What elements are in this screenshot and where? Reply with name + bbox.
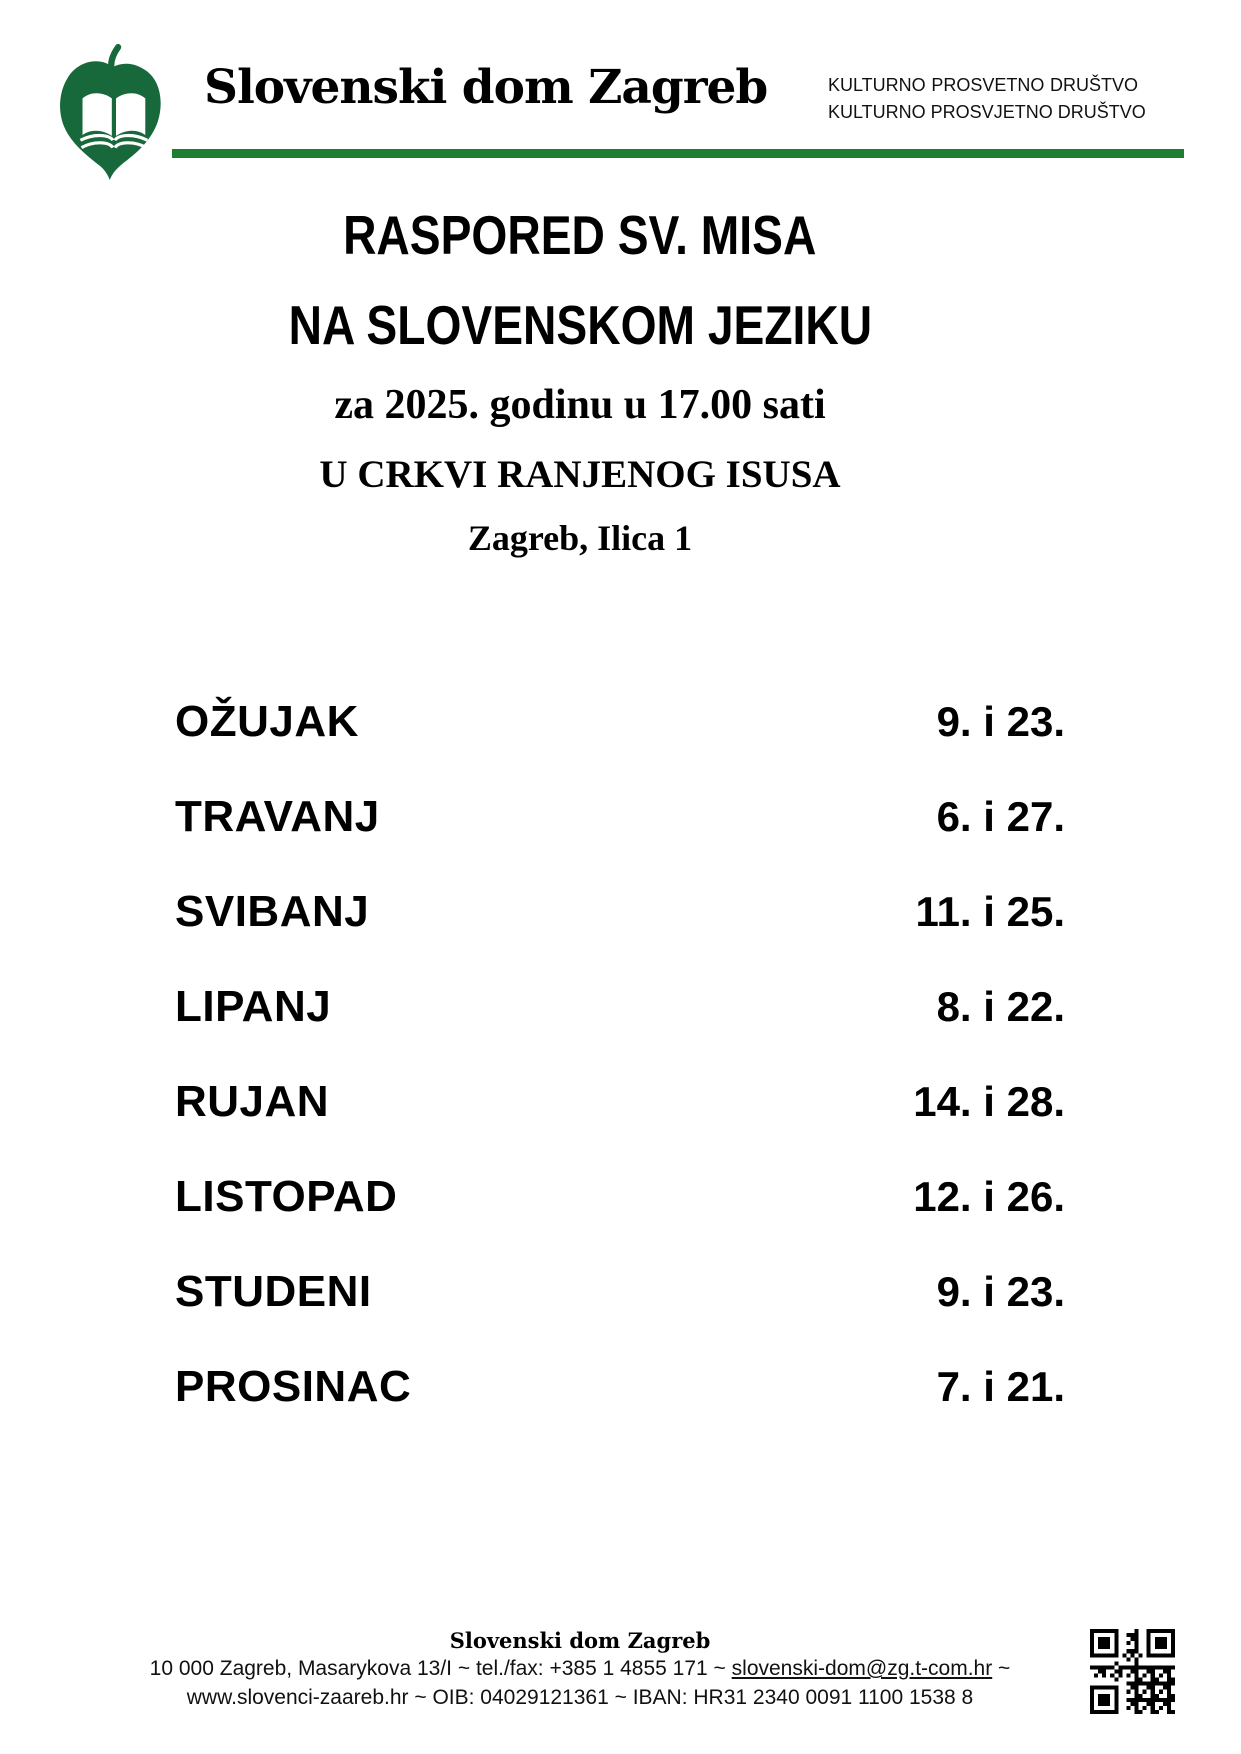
month-cell: LIPANJ bbox=[175, 982, 332, 1031]
title-line-1: RASPORED SV. MISA bbox=[343, 204, 817, 266]
schedule-row bbox=[175, 982, 1065, 1030]
footer-contact-line1 bbox=[0, 1657, 1160, 1681]
title-line-4: U CRKVI RANJENOG ISUSA bbox=[319, 453, 841, 496]
dates-cell: 11. i 25. bbox=[915, 888, 1065, 935]
footer-contact-line2: www.slovenci-zaareb.hr ~ OIB: 04029121361 ~ IBAN: HR31 2340 0091 1100 1538 8 bbox=[186, 1686, 974, 1709]
footer-line1-suffix: ~ bbox=[992, 1657, 1011, 1680]
title-line-2: NA SLOVENSKOM JEZIKU bbox=[288, 294, 872, 356]
schedule-row bbox=[175, 792, 1065, 840]
brand-title: Slovenski dom Zagreb bbox=[204, 60, 768, 115]
month-cell: SVIBANJ bbox=[175, 887, 370, 936]
dates-cell: 12. i 26. bbox=[913, 1173, 1065, 1220]
schedule-row bbox=[175, 887, 1065, 935]
schedule-row bbox=[175, 1267, 1065, 1315]
month-cell: RUJAN bbox=[175, 1077, 330, 1126]
email-link[interactable]: slovenski-dom@zg.t-com.hr bbox=[731, 1657, 993, 1680]
title-line-5: Zagreb, Ilica 1 bbox=[467, 518, 693, 558]
dates-cell: 7. i 21. bbox=[936, 1363, 1065, 1410]
dates-cell: 14. i 28. bbox=[913, 1078, 1065, 1125]
qr-code bbox=[1090, 1629, 1175, 1714]
leaf-book-icon bbox=[52, 44, 180, 180]
footer-address-phone: 10 000 Zagreb, Masarykova 13/I ~ tel./fax: +385 1 4855 171 ~ bbox=[149, 1657, 732, 1680]
slovenski-dom-logo bbox=[52, 44, 180, 180]
dates-cell: 8. i 22. bbox=[936, 983, 1065, 1030]
month-cell: OŽUJAK bbox=[175, 697, 359, 746]
org-subtitle-line1: KULTURNO PROSVETNO DRUŠTVO bbox=[828, 75, 1138, 95]
month-cell: PROSINAC bbox=[175, 1362, 412, 1411]
schedule-row bbox=[175, 697, 1065, 745]
org-subtitle-line2: KULTURNO PROSVJETNO DRUŠTVO bbox=[828, 102, 1146, 122]
schedule-row bbox=[175, 1172, 1065, 1220]
mass-schedule-table bbox=[175, 697, 1065, 1410]
org-subtitle bbox=[828, 72, 1146, 126]
month-cell: LISTOPAD bbox=[175, 1172, 398, 1221]
header-divider bbox=[172, 149, 1184, 158]
title-line-3: za 2025. godinu u 17.00 sati bbox=[334, 382, 826, 428]
schedule-row bbox=[175, 1362, 1065, 1410]
dates-cell: 6. i 27. bbox=[936, 793, 1065, 840]
schedule-row bbox=[175, 1077, 1065, 1125]
footer-org-name: Slovenski dom Zagreb bbox=[449, 1628, 711, 1653]
month-cell: STUDENI bbox=[175, 1267, 372, 1316]
dates-cell: 9. i 23. bbox=[936, 1268, 1065, 1315]
dates-cell: 9. i 23. bbox=[936, 698, 1065, 745]
month-cell: TRAVANJ bbox=[175, 792, 380, 841]
